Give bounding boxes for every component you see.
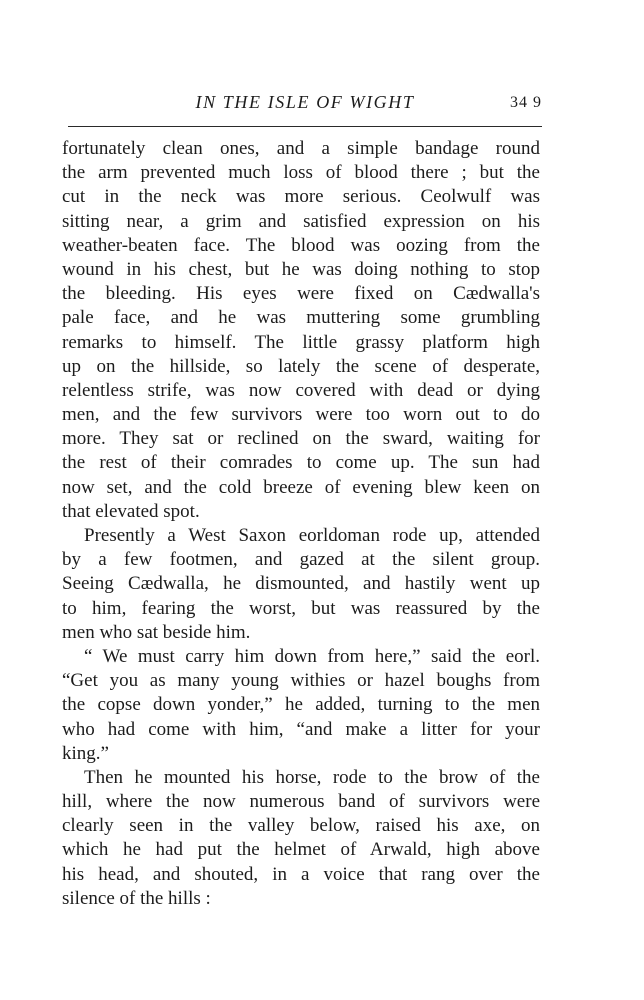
text-line: “ We must carry him down from here,” said the eorl. <box>84 645 540 667</box>
text-line: the bleeding. His eyes were fixed on Cædwalla's <box>62 283 540 305</box>
text-line: “Get you as many young withies or hazel boughs from <box>62 670 540 692</box>
text-line: fortunately clean ones, and a simple bandage round <box>62 138 540 159</box>
text-line: weather-beaten face. The blood was oozing from the <box>62 234 540 256</box>
text-line: hill, where the now numerous band of survivors were <box>62 791 540 813</box>
text-line: to him, fearing the worst, but was reassured by the <box>62 597 540 619</box>
text-line: which he had put the helmet of Arwald, high above <box>62 839 540 861</box>
text-line: more. They sat or reclined on the sward, waiting for <box>62 428 540 450</box>
header-rule <box>68 126 542 127</box>
text-line: the copse down yonder,” he added, turning to the men <box>62 694 540 716</box>
running-title: IN THE ISLE OF WIGHT <box>195 92 415 112</box>
text-line: that elevated spot. <box>62 500 200 522</box>
text-line: silence of the hills : <box>62 887 211 909</box>
text-line: Then he mounted his horse, rode to the brow of the <box>84 766 540 788</box>
text-line: wound in his chest, but he was doing nothing to stop <box>62 258 540 280</box>
text-line: men who sat beside him. <box>62 621 251 643</box>
text-line: Seeing Cædwalla, he dismounted, and hastily went up <box>62 573 540 595</box>
text-line: up on the hillside, so lately the scene of desperate, <box>62 355 540 377</box>
text-line: the rest of their comrades to come up. The sun had <box>62 452 540 474</box>
text-line: pale face, and he was muttering some grumbling <box>62 307 540 329</box>
body-text <box>62 137 540 911</box>
text-line: king.” <box>62 742 109 764</box>
text-line: remarks to himself. The little grassy platform high <box>62 331 540 353</box>
page-header <box>68 92 542 122</box>
text-line: who had come with him, “and make a litter for your <box>62 718 540 740</box>
text-line: his head, and shouted, in a voice that rang over the <box>62 863 540 885</box>
text-line: clearly seen in the valley below, raised his axe, on <box>62 815 540 837</box>
text-line: Presently a West Saxon eorldoman rode up, attended <box>84 525 540 546</box>
text-line: the arm prevented much loss of blood there ; but the <box>62 162 540 184</box>
page-number: 34 9 <box>510 94 542 111</box>
text-line: cut in the neck was more serious. Ceolwulf was <box>62 186 540 208</box>
text-line: now set, and the cold breeze of evening blew keen on <box>62 476 540 498</box>
text-line: sitting near, a grim and satisfied expression on his <box>62 210 540 232</box>
text-line: men, and the few survivors were too worn out to do <box>62 404 540 426</box>
text-line: by a few footmen, and gazed at the silent group. <box>62 549 540 571</box>
text-line: relentless strife, was now covered with dead or dying <box>62 379 540 401</box>
